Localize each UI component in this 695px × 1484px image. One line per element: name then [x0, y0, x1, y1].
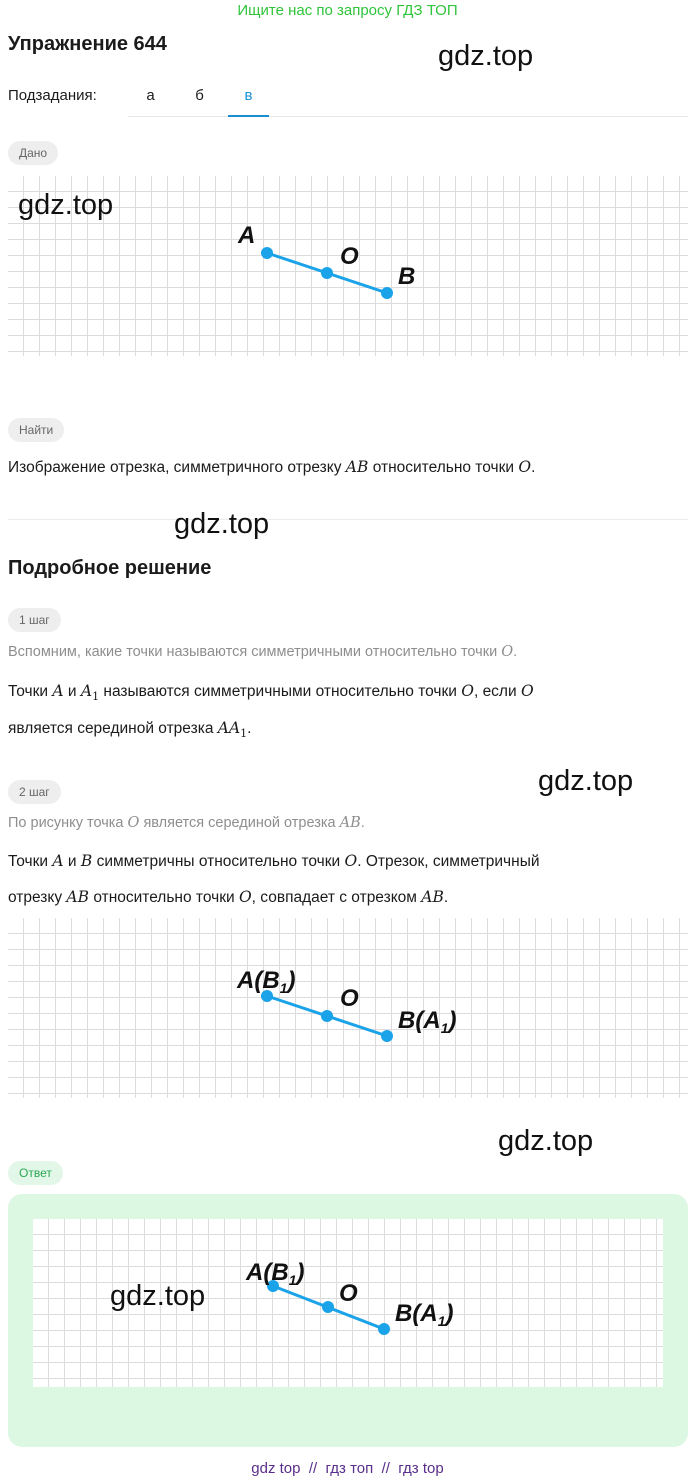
find-text: [8, 458, 535, 477]
text-end: .: [443, 889, 449, 906]
math-o: O: [501, 644, 514, 660]
paren: (: [415, 1007, 424, 1034]
label-b-a1: [395, 1300, 453, 1329]
math-ab: AB: [66, 888, 89, 906]
text-part: , если: [473, 683, 517, 700]
label-subscript: 1: [440, 1020, 449, 1036]
math-subscript: 1: [92, 690, 100, 704]
label-a-b1: [245, 1259, 304, 1288]
text-part: относительно точки: [93, 889, 235, 906]
math-a: A: [52, 682, 64, 700]
step1-line1: [8, 682, 534, 703]
text-part: является серединой отрезка: [8, 720, 214, 737]
point-a: [261, 247, 273, 259]
watermark: gdz.top: [438, 40, 534, 72]
given-chip: Дано: [8, 141, 58, 165]
math-aa1: [217, 719, 248, 741]
label-b: B: [262, 967, 280, 994]
watermark: gdz.top: [174, 508, 270, 540]
subtask-tab-b[interactable]: б: [195, 87, 204, 104]
point-b: [378, 1323, 390, 1335]
hint-end: .: [360, 815, 365, 831]
label-a: A: [238, 222, 256, 249]
label-b: B: [398, 263, 416, 290]
label-a-b1: [236, 967, 295, 996]
exercise-title: Упражнение 644: [8, 33, 167, 55]
step1-hint: [8, 644, 517, 660]
hint-text: По рисунку точка: [8, 815, 124, 831]
text-part: и: [67, 683, 77, 700]
step2-hint: [8, 815, 365, 831]
label-a: A: [420, 1300, 438, 1327]
text-part: симметричны относительно точки: [96, 853, 341, 870]
watermark: gdz.top: [538, 765, 634, 797]
subtasks-tabs: [128, 76, 688, 117]
label-a: A: [237, 967, 255, 994]
math-a: A: [52, 852, 64, 870]
subtask-tab-a[interactable]: а: [146, 87, 155, 104]
point-o: [322, 1301, 334, 1313]
find-text-part: относительно точки: [372, 459, 515, 476]
text-part: и: [67, 853, 77, 870]
step2-line1: [8, 852, 540, 871]
math-subscript: 1: [240, 727, 248, 741]
divider: [8, 519, 688, 520]
answer-box: [8, 1194, 688, 1447]
step2-chip: 2 шаг: [8, 780, 61, 804]
label-a: A: [423, 1007, 441, 1034]
math-ab: AB: [339, 815, 361, 831]
point-b: [381, 287, 393, 299]
subtask-tab-v[interactable]: в: [228, 76, 269, 117]
text-part: отрезку: [8, 889, 63, 906]
text-part: Точки: [8, 683, 49, 700]
step1-line2: [8, 719, 251, 740]
label-b: B: [395, 1300, 413, 1327]
label-o: O: [339, 1280, 358, 1307]
watermark: gdz.top: [498, 1125, 594, 1157]
paren: (: [412, 1300, 421, 1327]
paren: (: [254, 967, 263, 994]
math-b: B: [80, 852, 93, 870]
point-o: [321, 267, 333, 279]
find-text-end: .: [531, 459, 536, 476]
math-o: O: [461, 682, 474, 700]
math-o: O: [127, 815, 140, 831]
paren: (: [263, 1259, 272, 1286]
math-o: O: [238, 888, 252, 906]
math-o: O: [520, 682, 534, 700]
solution-grid: [8, 918, 688, 1098]
watermark: gdz.top: [110, 1280, 206, 1312]
point-b: [381, 1030, 393, 1042]
math-ab: AB: [421, 888, 444, 906]
math-aa: AA: [217, 719, 241, 737]
text-end: .: [247, 720, 252, 737]
point-o: [321, 1010, 333, 1022]
math-a1: [80, 682, 100, 704]
label-b-a1: [398, 1007, 456, 1036]
math-o: O: [518, 458, 532, 476]
footer-links[interactable]: gdz top // гдз топ // гдз top: [251, 1460, 444, 1477]
text-part: , совпадает с отрезком: [251, 889, 417, 906]
solution-figure: [8, 918, 688, 1098]
paren: ): [448, 1007, 457, 1034]
label-o: O: [340, 985, 359, 1012]
watermark: gdz.top: [18, 189, 114, 221]
hint-text: Вспомним, какие точки называются симметричными относительно точки: [8, 644, 498, 660]
math-o: O: [344, 852, 358, 870]
label-subscript: 1: [437, 1313, 446, 1329]
promo-banner[interactable]: Ищите нас по запросу ГДЗ ТОП: [237, 2, 458, 19]
hint-end: .: [513, 644, 518, 660]
text-part: . Отрезок, симметричный: [357, 853, 540, 870]
subtasks-label: Подзадания:: [8, 87, 97, 104]
hint-text: является серединой отрезка: [143, 815, 336, 831]
label-b: B: [398, 1007, 416, 1034]
label-subscript: 1: [279, 980, 288, 996]
paren: ): [445, 1300, 454, 1327]
answer-chip: Ответ: [8, 1161, 63, 1185]
text-part: Точки: [8, 853, 49, 870]
paren: ): [296, 1259, 305, 1286]
label-subscript: 1: [288, 1272, 297, 1288]
math-ab: AB: [345, 458, 369, 476]
solution-title: Подробное решение: [8, 557, 212, 579]
find-chip: Найти: [8, 418, 64, 442]
label-b: B: [271, 1259, 289, 1286]
paren: ): [287, 967, 296, 994]
step2-line2: [8, 888, 448, 907]
find-text-part: Изображение отрезка, симметричного отрезку: [8, 459, 342, 476]
label-o: O: [340, 243, 359, 270]
math-a: A: [80, 682, 93, 700]
label-a: A: [246, 1259, 264, 1286]
text-part: называются симметричными относительно точки: [103, 683, 457, 700]
step1-chip: 1 шаг: [8, 608, 61, 632]
